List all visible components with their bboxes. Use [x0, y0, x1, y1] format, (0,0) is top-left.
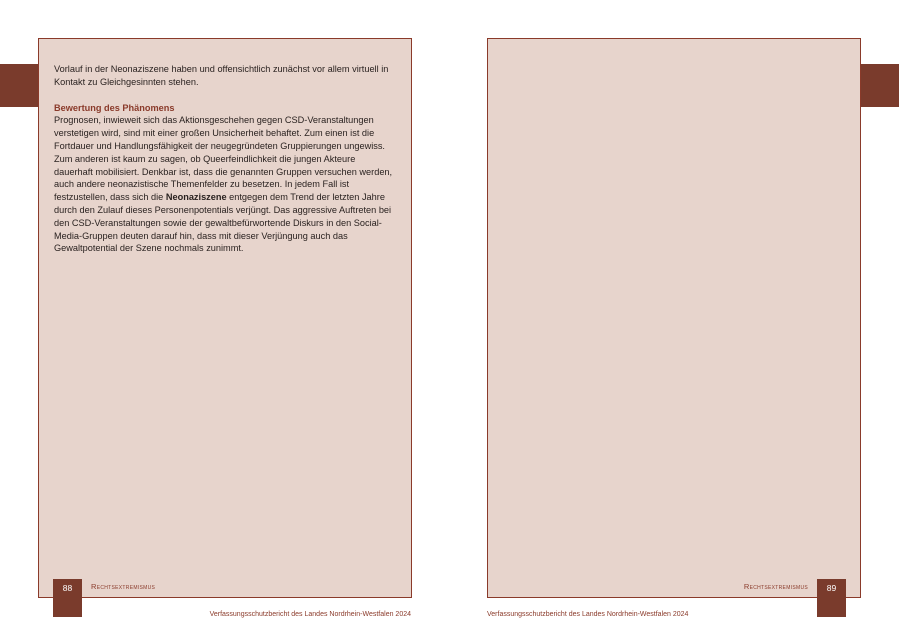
paragraph-assessment-part1: Prognosen, inwieweit sich das Aktionsgeschehen gegen CSD-Veranstaltungen verstetigen wird, sind mit einer großen Unsicherheit behaftet. Zum einen ist die Fortdauer und Handlungsfähigkeit der neugegründeten Gruppierungen ungewiss. Zum anderen ist kaum zu sagen, ob Queerfeindlichkeit die jungen Akteure dauerhaft mobilisiert. Denkbar ist, dass die genannten Gruppen versuchen werden, auch andere neonazistische Themenfelder zu besetzen. In jedem Fall ist festzustellen, dass sich die: [54, 115, 393, 203]
left-page-text: [54, 63, 394, 255]
footer-right: Verfassungsschutzbericht des Landes Nordrhein-Westfalen 2024: [487, 611, 689, 618]
left-page: [38, 38, 412, 598]
page-number-left: 88: [53, 579, 82, 617]
paragraph-intro: Vorlauf in der Neonaziszene haben und offensichtlich zunächst vor allem virtuell in Kontakt zu Gleichgesinnten stehen.: [54, 64, 389, 87]
paragraph-assessment: [54, 114, 394, 255]
section-label-left: Rechtsextremismus: [91, 582, 156, 591]
left-edge-tab: [0, 64, 38, 107]
section-label-right: Rechtsextremismus: [743, 582, 808, 591]
right-edge-tab: [861, 64, 899, 107]
footer-left: Verfassungsschutzbericht des Landes Nordrhein-Westfalen 2024: [209, 611, 411, 618]
paragraph-assessment-part2: entgegen dem Trend der letzten Jahre durch den Zulauf dieses Personenpotentials verjüngt. Das aggressive Auftreten bei den CSD-Veranstaltungen sowie der gewaltbefürwortende Diskurs in den Social-Media-Gruppen deuten darauf hin, dass mit dieser Verjüngung auch das Gewaltpotential der Szene nochmals zunimmt.: [54, 192, 392, 254]
section-heading: Bewertung des Phänomens: [54, 102, 175, 113]
right-page: [487, 38, 861, 598]
page-number-right: 89: [817, 579, 846, 617]
bold-term: Neonaziszene: [165, 192, 227, 203]
